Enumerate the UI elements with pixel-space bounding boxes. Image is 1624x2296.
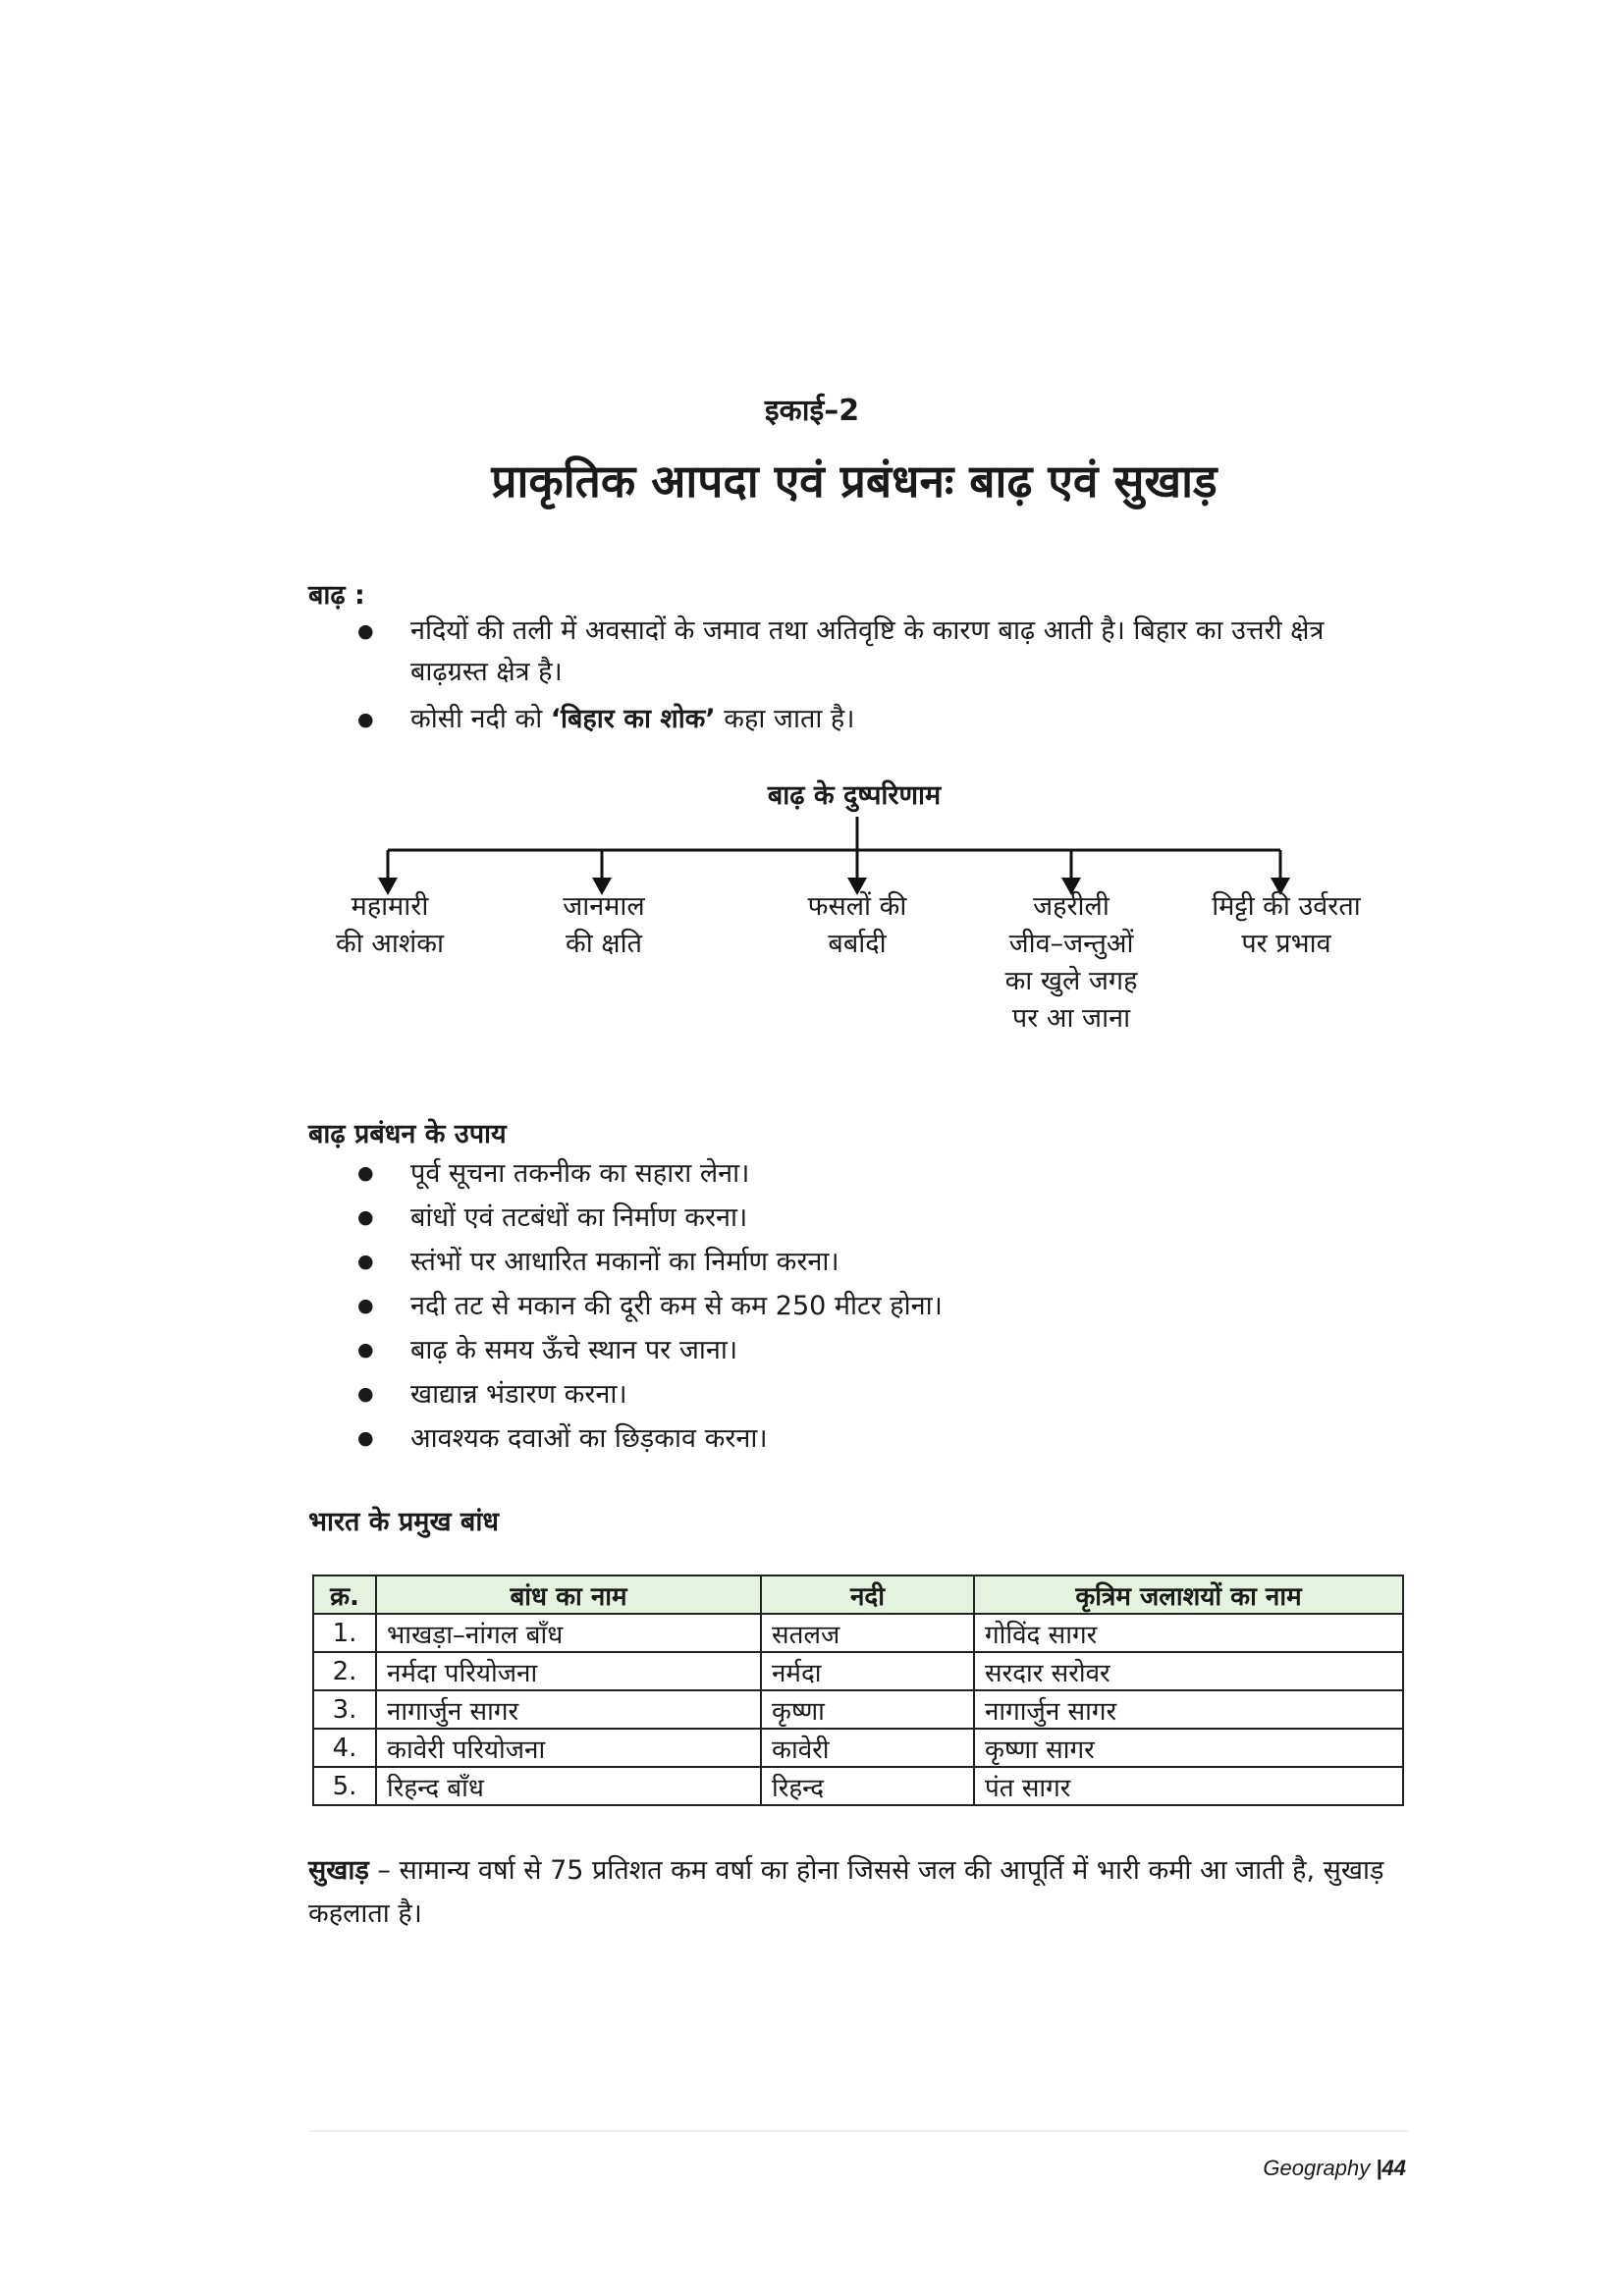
- table-header-row: [313, 1575, 1403, 1614]
- column-header: बांध का नाम: [376, 1575, 761, 1614]
- table-cell: सरदार सरोवर: [974, 1652, 1403, 1690]
- list-item: ● कोसी नदी को ‘बिहार का शोक’ कहा जाता है।: [308, 699, 1398, 740]
- table-cell: नागार्जुन सागर: [376, 1690, 761, 1729]
- unit-label: इकाई–2: [764, 394, 860, 428]
- management-heading: बाढ़ प्रबंधन के उपाय: [308, 1119, 507, 1149]
- list-item: ● बांधों एवं तटबंधों का निर्माण करना।: [308, 1196, 1398, 1240]
- footer-separator: |: [1376, 2156, 1382, 2180]
- table-cell: 1.: [313, 1614, 376, 1652]
- table-cell: कृष्णा: [761, 1690, 974, 1729]
- table-cell: भाखड़ा–नांगल बाँध: [376, 1614, 761, 1652]
- table-row: [313, 1767, 1403, 1805]
- table-cell: रिहन्द: [761, 1767, 974, 1805]
- consequence-epidemic: महामारी की आशंका: [336, 891, 444, 959]
- drought-term: सुखाड़: [308, 1855, 369, 1886]
- list-item: ● नदियों की तली में अवसादों के जमाव तथा अतिवृष्टि के कारण बाढ़ आती है। बिहार का उत्तरी क्षेत्र बाढ़ग्रस्त क्षेत्र है।: [308, 611, 1398, 693]
- page-title: प्राकृतिक आपदा एवं प्रबंधनः बाढ़ एवं सुखाड़: [491, 454, 1218, 507]
- column-header: कृत्रिम जलाशयों का नाम: [974, 1575, 1403, 1614]
- management-points: [308, 1151, 1398, 1461]
- table-cell: गोविंद सागर: [974, 1614, 1403, 1652]
- flood-heading: बाढ़ :: [308, 580, 365, 611]
- diagram-title: बाढ़ के दुष्परिणाम: [767, 780, 942, 811]
- table-cell: कावेरी परियोजना: [376, 1729, 761, 1767]
- table-cell: नर्मदा: [761, 1652, 974, 1690]
- table-row: [313, 1652, 1403, 1690]
- table-row: [313, 1614, 1403, 1652]
- consequence-loss-of-life: जानमाल की क्षति: [563, 891, 645, 959]
- list-item: ● बाढ़ के समय ऊँचे स्थान पर जाना।: [308, 1328, 1398, 1372]
- drought-definition: सुखाड़ – सामान्य वर्षा से 75 प्रतिशत कम वर्षा का होना जिससे जल की आपूर्ति में भारी कमी आ जाती है, सुखाड़ कहलाता है।: [308, 1855, 1384, 1929]
- column-header: नदी: [761, 1575, 974, 1614]
- list-item: ● आवश्यक दवाओं का छिड़काव करना।: [308, 1416, 1398, 1461]
- footer-subject: Geography: [1263, 2156, 1371, 2180]
- table-cell: रिहन्द बाँध: [376, 1767, 761, 1805]
- dams-table: [312, 1575, 1404, 1806]
- table-cell: 4.: [313, 1729, 376, 1767]
- list-item: ● नदी तट से मकान की दूरी कम से कम 250 मीटर होना।: [308, 1284, 1398, 1328]
- table-cell: 5.: [313, 1767, 376, 1805]
- list-item: ● पूर्व सूचना तकनीक का सहारा लेना।: [308, 1151, 1398, 1196]
- table-row: [313, 1690, 1403, 1729]
- page-number: 44: [1381, 2156, 1406, 2180]
- consequence-soil-fertility: मिट्टी की उर्वरता पर प्रभाव: [1212, 891, 1361, 959]
- table-cell: सतलज: [761, 1614, 974, 1652]
- table-row: [313, 1729, 1403, 1767]
- list-item: ● स्तंभों पर आधारित मकानों का निर्माण करना।: [308, 1240, 1398, 1284]
- consequence-crop-damage: फसलों की बर्बादी: [807, 891, 907, 959]
- bold-phrase: ‘बिहार का शोक’: [550, 704, 716, 734]
- table-cell: कावेरी: [761, 1729, 974, 1767]
- table-cell: पंत सागर: [974, 1767, 1403, 1805]
- list-item: ● खाद्यान्न भंडारण करना।: [308, 1372, 1398, 1416]
- table-cell: 3.: [313, 1690, 376, 1729]
- table-cell: कृष्णा सागर: [974, 1729, 1403, 1767]
- consequence-poisonous-creatures: जहरीली जीव–जन्तुओं का खुले जगह पर आ जाना: [1004, 891, 1138, 1034]
- table-cell: नागार्जुन सागर: [974, 1690, 1403, 1729]
- table-cell: नर्मदा परियोजना: [376, 1652, 761, 1690]
- table-cell: 2.: [313, 1652, 376, 1690]
- page-footer: [1178, 2156, 1406, 2181]
- footer-divider: [308, 2130, 1408, 2132]
- column-header: क्र.: [313, 1575, 376, 1614]
- dams-heading: भारत के प्रमुख बांध: [308, 1507, 499, 1537]
